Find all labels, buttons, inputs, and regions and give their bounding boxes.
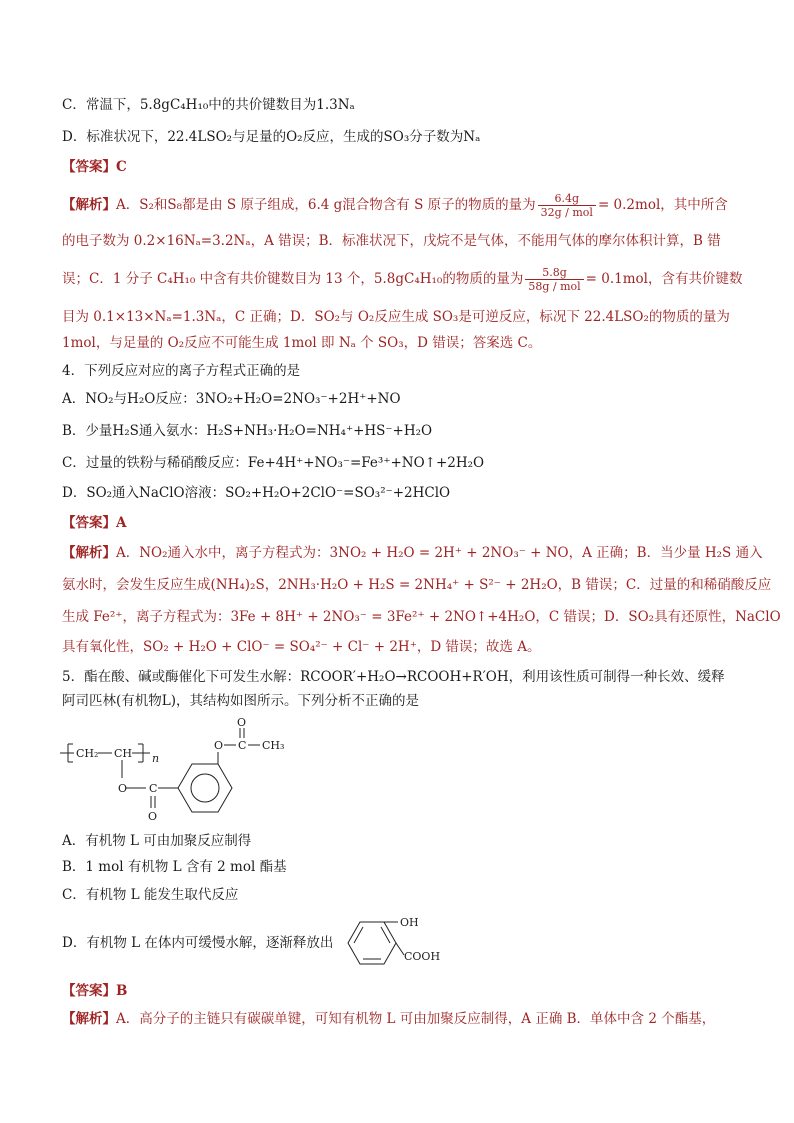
q5-stem-line-1: 5．酯在酸、碱或酶催化下可发生水解：RCOOR′+H₂O→RCOOH+R′OH，利用该性质可制得一种长效、缓释 [62,669,725,685]
o-ring-label: O [214,739,224,752]
benzene-ring [178,764,232,812]
ch3-label: CH₃ [262,739,285,752]
q3-fraction-2 [525,266,583,293]
cooh-label: COOH [404,950,441,963]
q3-exp-l3b: = 0.1mol，含有共价键数 [585,271,743,287]
q3-fraction-1 [538,192,596,219]
c-ester-label: C [149,782,158,795]
q3-answer: 【答案】C [62,159,127,175]
structure-of-compound-l [60,716,290,824]
q4-stem: 4．下列反应对应的离子方程式正确的是 [62,363,301,379]
q4-option-b: B．少量H₂S通入氨水：H₂S+NH₃·H₂O=NH₄⁺+HS⁻+H₂O [62,423,433,439]
q4-option-d: D．SO₂通入NaClO溶液：SO₂+H₂O+2ClO⁻=SO₃²⁻+2HClO [62,485,451,501]
q3-exp-l3a: 误；C．1 分子 C₄H₁₀ 中含有共价键数目为 13 个，5.8gC₄H₁₀的物质的量为 [62,271,524,287]
q5-option-a: A．有机物 L 可由加聚反应制得 [62,833,252,849]
benzene-ring [348,922,396,964]
q4-answer: 【答案】A [62,515,127,531]
q4-option-a: A．NO₂与H₂O反应：3NO₂+H₂O=2NO₃⁻+2H⁺+NO [62,391,401,407]
q4-explanation-tag: 【解析】 [62,545,116,561]
q4-explanation-line-1 [62,544,763,562]
n-label: n [152,752,160,765]
q4-exp-l1: A．NO₂通入水中，离子方程式为：3NO₂ + H₂O = 2H⁺ + 2NO₃⁻ + NO，A 正确；B．当少量 H₂S 通入 [116,545,763,561]
q4-explanation-line-4: 具有氧化性，SO₂ + H₂O + ClO⁻ = SO₄²⁻ + Cl⁻ + 2H⁺，D 错误；故选 A。 [62,639,541,655]
q3-explanation-line-3 [62,266,742,293]
q5-exp-l1: A．高分子的主链只有碳碳单键，可知有机物 L 可由加聚反应制得，A 正确 B．单体中含 2 个酯基， [116,1011,716,1027]
q5-option-c: C．有机物 L 能发生取代反应 [62,887,239,903]
q4-explanation-line-3: 生成 Fe²⁺，离子方程式为：3Fe + 8H⁺ + 2NO₃⁻ = 3Fe²⁺ + 2NO↑+4H₂O，C 错误；D．SO₂具有还原性，NaClO [62,609,781,625]
bond-cooh [396,943,404,955]
oh-label: OH [400,916,419,929]
ch-label: CH [114,747,133,760]
q3-explanation-tag: 【解析】 [62,197,116,213]
q3-explanation-line-4: 目为 0.1×13×Nₐ=1.3Nₐ，C 正确；D．SO₂与 O₂反应生成 SO₃是可逆反应，标况下 22.4LSO₂的物质的量为 [62,309,730,325]
q3-option-c: C．常温下，5.8gC₄H₁₀中的共价键数目为1.3Nₐ [62,97,355,113]
q3-explanation-line-1 [62,192,728,219]
q5-stem-line-2: 阿司匹林(有机物L)，其结构如图所示。下列分析不正确的是 [62,693,419,709]
c-top-label: C [238,739,247,752]
o-top-label: O [237,716,247,729]
q3-exp-l1b: = 0.2mol，其中所含 [597,197,728,213]
q3-explanation-line-2: 的电子数为 0.2×16Nₐ=3.2Nₐ，A 错误；B．标准状况下，戊烷不是气体，不能用气体的摩尔体积计算，B 错 [62,233,721,249]
benzene-inner-circle [191,774,219,802]
q5-option-b: B．1 mol 有机物 L 含有 2 mol 酯基 [62,859,287,875]
q3-option-d: D．标准状况下，22.4LSO₂与足量的O₂反应，生成的SO₃分子数为Nₐ [62,129,481,145]
q3-exp-l1a: A．S₂和S₈都是由 S 原子组成，6.4 g混合物含有 S 原子的物质的量为 [116,197,536,213]
q4-option-c: C．过量的铁粉与稀硝酸反应：Fe+4H⁺+NO₃⁻=Fe³⁺+NO↑+2H₂O [62,455,485,471]
ch2-label: CH₂ [76,747,99,760]
frac1-den: 32g / mol [540,206,593,219]
frac1-num: 6.4g [538,192,596,206]
salicylic-acid-structure [342,912,472,974]
frac2-num: 5.8g [525,266,583,280]
q4-explanation-line-2: 氨水时，会发生反应生成(NH₄)₂S，2NH₃·H₂O + H₂S = 2NH₄⁺ + S²⁻ + 2H₂O，B 错误；C．过量的和稀硝酸反应 [62,577,772,593]
q5-answer: 【答案】B [62,983,128,999]
q3-explanation-line-5: 1mol，与足量的 O₂反应不可能生成 1mol 即 Nₐ 个 SO₃，D 错误；答案选 C。 [62,335,542,351]
q5-explanation-tag: 【解析】 [62,1011,116,1027]
o-ester-label: O [148,810,158,823]
frac2-den: 58g / mol [528,280,581,293]
o-link-label: O [118,782,128,795]
q5-option-d: D．有机物 L 在体内可缓慢水解，逐渐释放出 [62,935,334,951]
q5-explanation-line-1 [62,1010,715,1028]
